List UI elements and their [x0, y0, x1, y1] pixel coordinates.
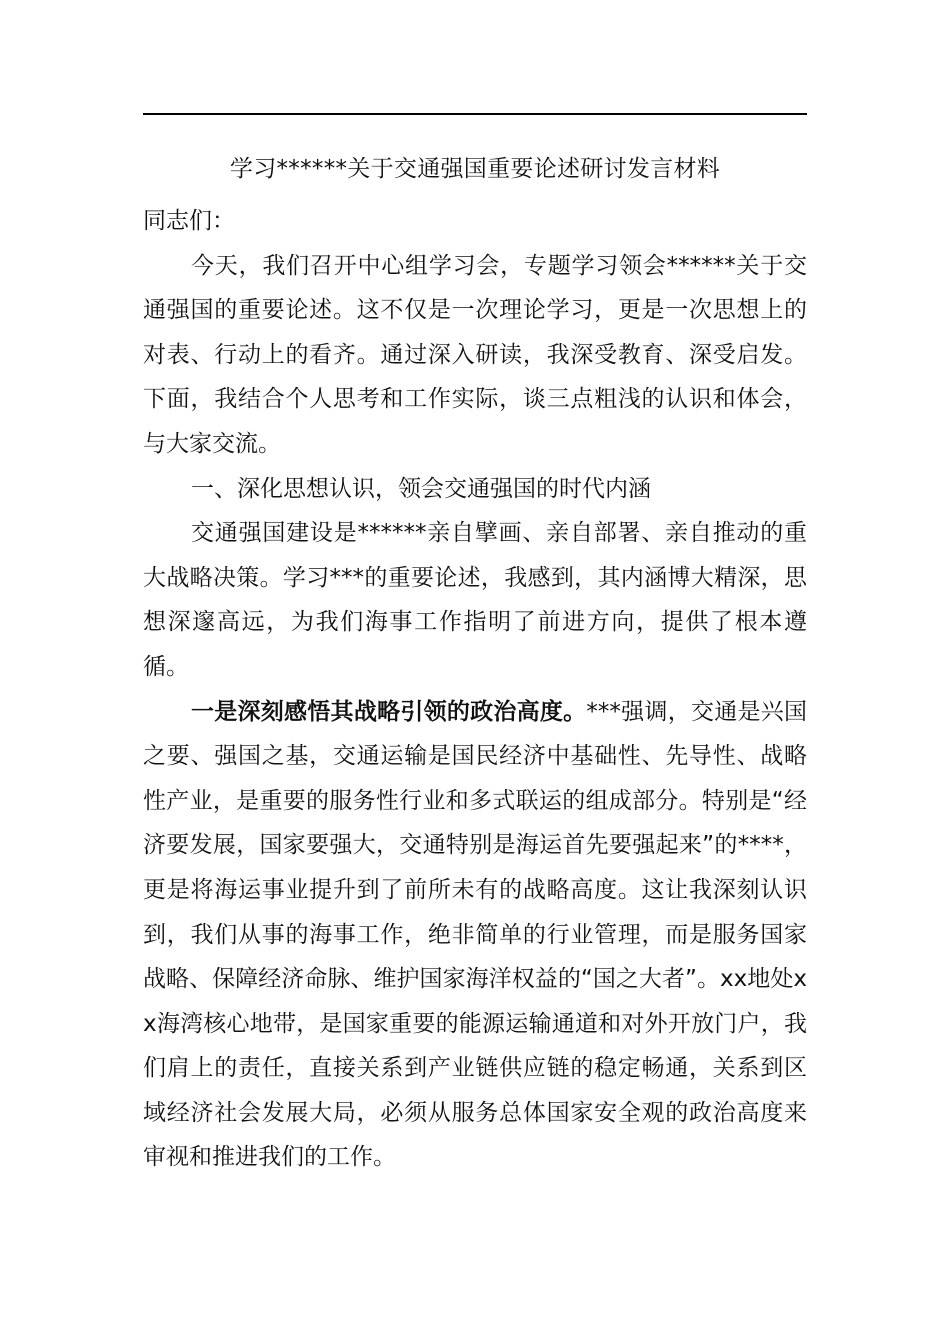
section-heading-1: 一、深化思想认识，领会交通强国的时代内涵: [191, 475, 651, 502]
paragraph-section-1: 交通强国建设是******亲自擘画、亲自部署、亲自推动的重大战略决策。学习***的重要论述，我感到，其内涵博大精深，思想深邃高远，为我们海事工作指明了前进方向，提供了根本遵循。: [143, 520, 807, 680]
paragraph-intro: 今天，我们召开中心组学习会，专题学习领会******关于交通强国的重要论述。这不仅是一次理论学习，更是一次思想上的对表、行动上的看齐。通过深入研读，我深受教育、深受启发。下面，我结合个人思考和工作实际，谈三点粗浅的认识和体会，与大家交流。: [143, 252, 807, 457]
document-body: [143, 199, 807, 1180]
greeting: 同志们：: [143, 208, 235, 234]
document-title: 学习******关于交通强国重要论述研讨发言材料: [229, 156, 721, 182]
point-1-lead: 一是深刻感悟其战略引领的政治高度。: [191, 698, 587, 725]
header-rule: [143, 113, 807, 115]
paragraph-point-1: [143, 690, 807, 1181]
point-1-text: ***强调，交通是兴国之要、强国之基，交通运输是国民经济中基础性、先导性、战略性产业，是重要的服务性行业和多式联运的组成部分。特别是“经济要发展，国家要强大，交通特别是海运首先要强起来”的****，更是将海运事业提升到了前所未有的战略高度。这让我深刻认识到，我们从事的海事工作，绝非简单的行业管理，而是服务国家战略、保障经济命脉、维护国家海洋权益的“国之大者”。xx地处xx海湾核心地带，是国家重要的能源运输通道和对外开放门户，我们肩上的责任，直接关系到产业链供应链的稳定畅通，关系到区域经济社会发展大局，必须从服务总体国家安全观的政治高度来审视和推进我们的工作。: [143, 698, 808, 1171]
